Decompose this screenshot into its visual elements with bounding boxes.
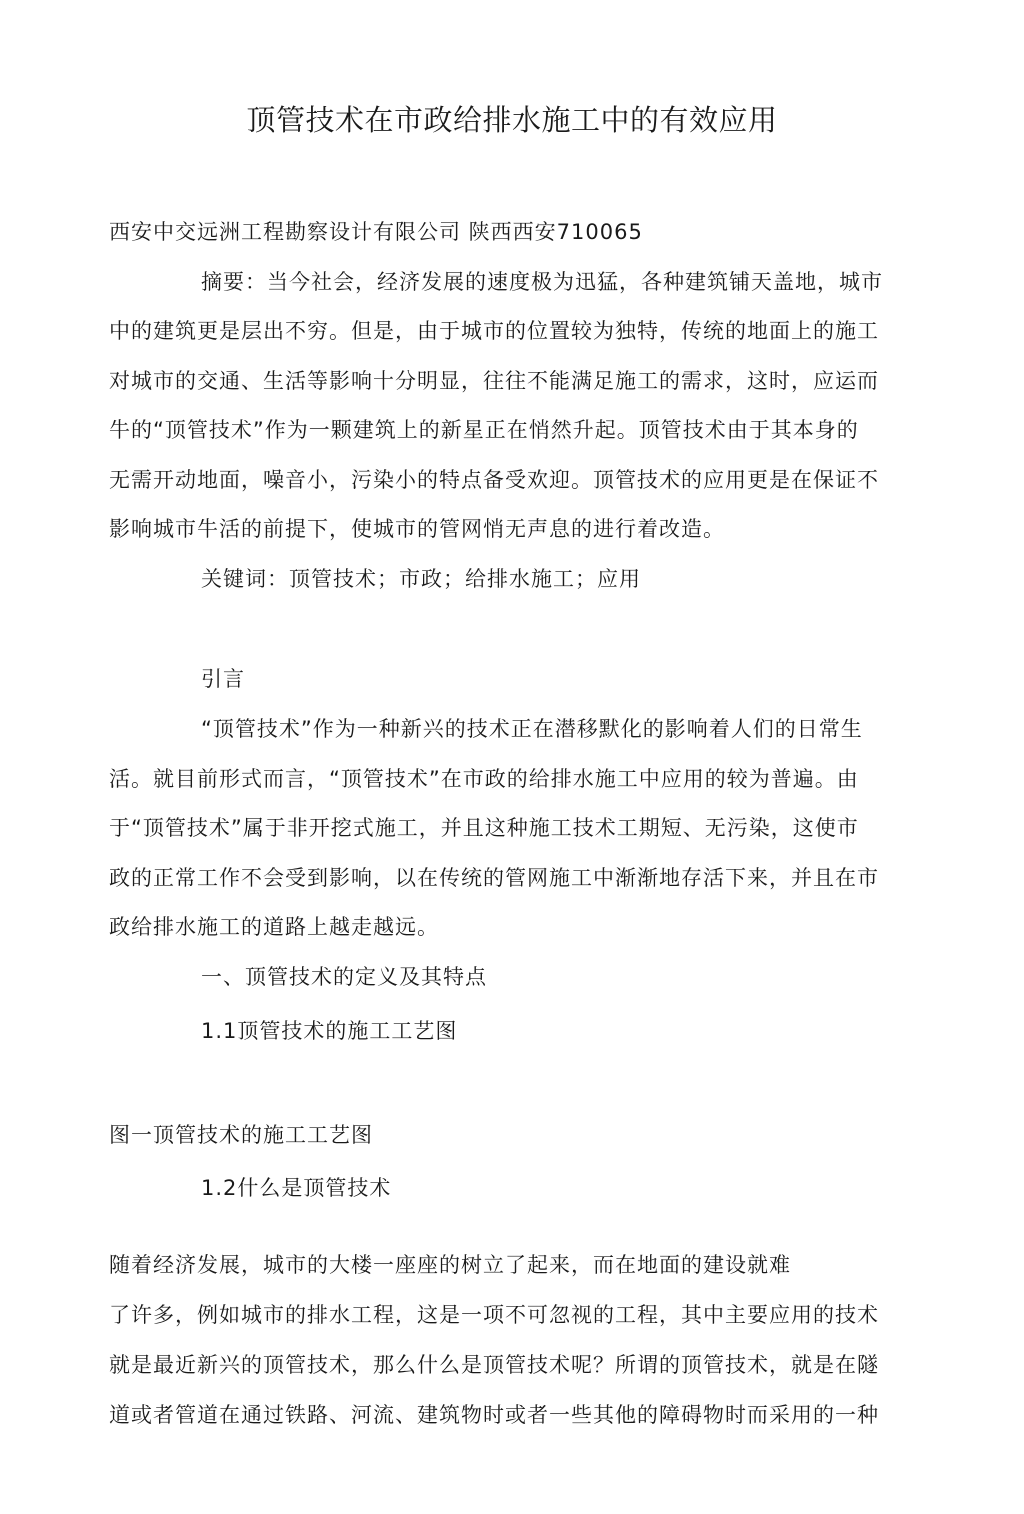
figure-caption: 图一顶管技术的施工工艺图 [109, 1123, 373, 1147]
body-line: 随着经济发展，城市的大楼一座座的树立了起来，而在地面的建设就难 [109, 1253, 791, 1277]
abstract-line: 牛的“顶管技术”作为一颗建筑上的新星正在悄然升起。顶管技术由于其本身的 [109, 418, 859, 442]
intro-line: 于“顶管技术”属于非开挖式施工，并且这种施工技术工期短、无污染，这使市 [109, 816, 859, 840]
intro-line: 政给排水施工的道路上越走越远。 [109, 915, 439, 939]
abstract-line: 无需开动地面，噪音小，污染小的特点备受欢迎。顶管技术的应用更是在保证不 [109, 468, 879, 492]
intro-line: “顶管技术”作为一种新兴的技术正在潜移默化的影响着人们的日常生 [201, 717, 863, 741]
intro-line: 政的正常工作不会受到影响，以在传统的管网施工中渐渐地存活下来，并且在市 [109, 866, 879, 890]
intro-heading: 引言 [201, 667, 245, 691]
section-heading: 一、顶管技术的定义及其特点 [201, 965, 487, 989]
intro-line: 活。就目前形式而言，“顶管技术”在市政的给排水施工中应用的较为普遍。由 [109, 767, 859, 791]
abstract-line: 对城市的交通、生活等影响十分明显，往往不能满足施工的需求，这时，应运而 [109, 369, 879, 393]
abstract-line: 摘要：当今社会，经济发展的速度极为迅猛，各种建筑铺天盖地，城市 [201, 270, 883, 294]
body-line: 就是最近新兴的顶管技术，那么什么是顶管技术呢？所谓的顶管技术，就是在隧 [109, 1353, 879, 1377]
keywords: 关键词：顶管技术；市政；给排水施工；应用 [201, 567, 641, 591]
document-title: 顶管技术在市政给排水施工中的有效应用 [246, 103, 778, 137]
body-line: 了许多，例如城市的排水工程，这是一项不可忽视的工程，其中主要应用的技术 [109, 1303, 879, 1327]
abstract-line: 中的建筑更是层出不穷。但是，由于城市的位置较为独特，传统的地面上的施工 [109, 319, 879, 343]
subsection-heading: 1.1顶管技术的施工工艺图 [201, 1019, 458, 1043]
subsection-heading: 1.2什么是顶管技术 [201, 1176, 392, 1200]
author-affiliation: 西安中交远洲工程勘察设计有限公司 陕西西安710065 [109, 220, 643, 244]
abstract-line: 影响城市牛活的前提下，使城市的管网悄无声息的进行着改造。 [109, 517, 725, 541]
body-line: 道或者管道在通过铁路、河流、建筑物时或者一些其他的障碍物时而采用的一种 [109, 1403, 879, 1427]
